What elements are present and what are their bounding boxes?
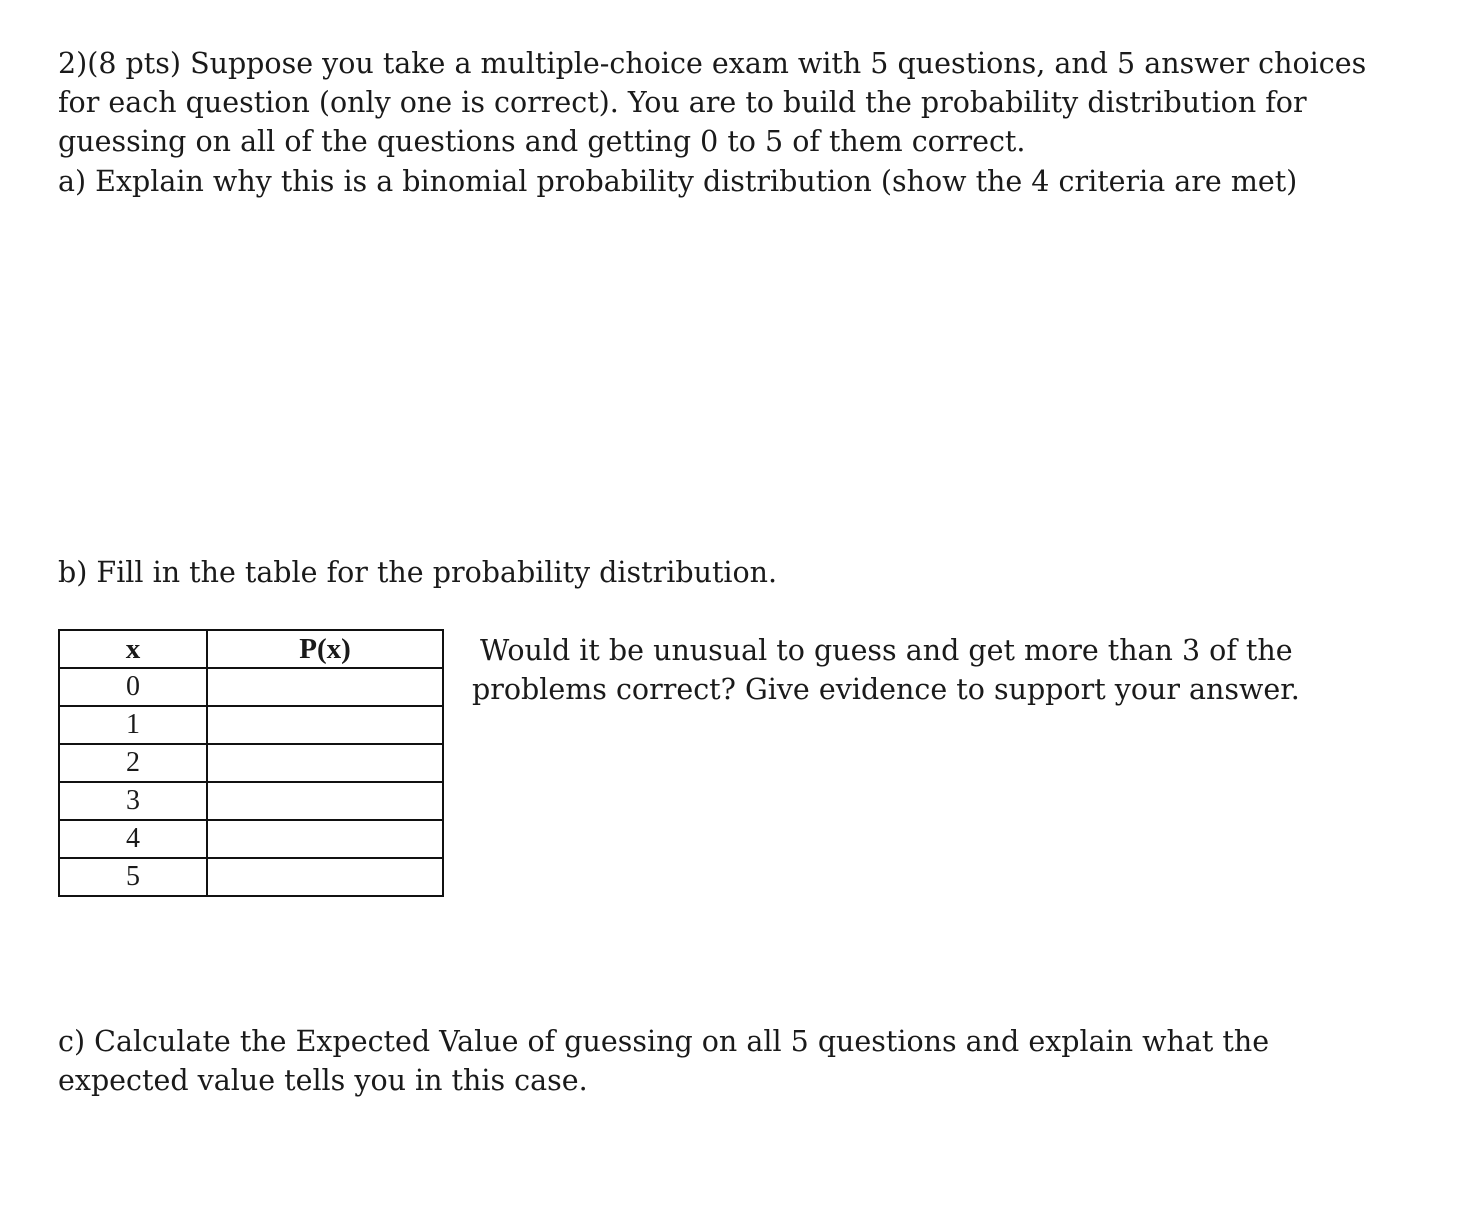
intro-line-1: 2)(8 pts) Suppose you take a multiple-choice exam with 5 questions, and 5 answer choices bbox=[58, 47, 1367, 80]
intro-line-3: guessing on all of the questions and getting 0 to 5 of them correct. bbox=[58, 125, 1026, 158]
unusual-line-2: problems correct? Give evidence to support your answer. bbox=[472, 673, 1300, 706]
probability-distribution-table bbox=[58, 629, 444, 897]
cell-x: 4 bbox=[59, 820, 207, 858]
part-b-prompt: b) Fill in the table for the probability distribution. bbox=[58, 556, 778, 589]
table-row bbox=[59, 668, 443, 706]
cell-px[interactable] bbox=[207, 744, 443, 782]
part-c-line-1: c) Calculate the Expected Value of guessing on all 5 questions and explain what the bbox=[58, 1025, 1270, 1058]
unusual-line-1: Would it be unusual to guess and get more than 3 of the bbox=[480, 634, 1293, 667]
cell-x: 5 bbox=[59, 858, 207, 896]
table-row bbox=[59, 744, 443, 782]
table-header-row bbox=[59, 630, 443, 668]
cell-px[interactable] bbox=[207, 782, 443, 820]
cell-x: 0 bbox=[59, 668, 207, 706]
cell-px[interactable] bbox=[207, 858, 443, 896]
cell-x: 1 bbox=[59, 706, 207, 744]
cell-x: 2 bbox=[59, 744, 207, 782]
part-a-prompt: a) Explain why this is a binomial probability distribution (show the 4 criteria are met) bbox=[58, 165, 1298, 198]
table-row bbox=[59, 820, 443, 858]
table-row bbox=[59, 706, 443, 744]
header-x: x bbox=[59, 630, 207, 668]
table-row bbox=[59, 858, 443, 896]
unusual-question bbox=[472, 631, 1300, 709]
part-c-line-2: expected value tells you in this case. bbox=[58, 1064, 588, 1097]
cell-px[interactable] bbox=[207, 706, 443, 744]
intro-line-2: for each question (only one is correct). You are to build the probability distribution for bbox=[58, 86, 1307, 119]
cell-px[interactable] bbox=[207, 668, 443, 706]
cell-px[interactable] bbox=[207, 820, 443, 858]
table-row bbox=[59, 782, 443, 820]
cell-x: 3 bbox=[59, 782, 207, 820]
header-px: P(x) bbox=[207, 630, 443, 668]
part-c-prompt bbox=[58, 1022, 1269, 1100]
question-intro bbox=[58, 44, 1366, 161]
